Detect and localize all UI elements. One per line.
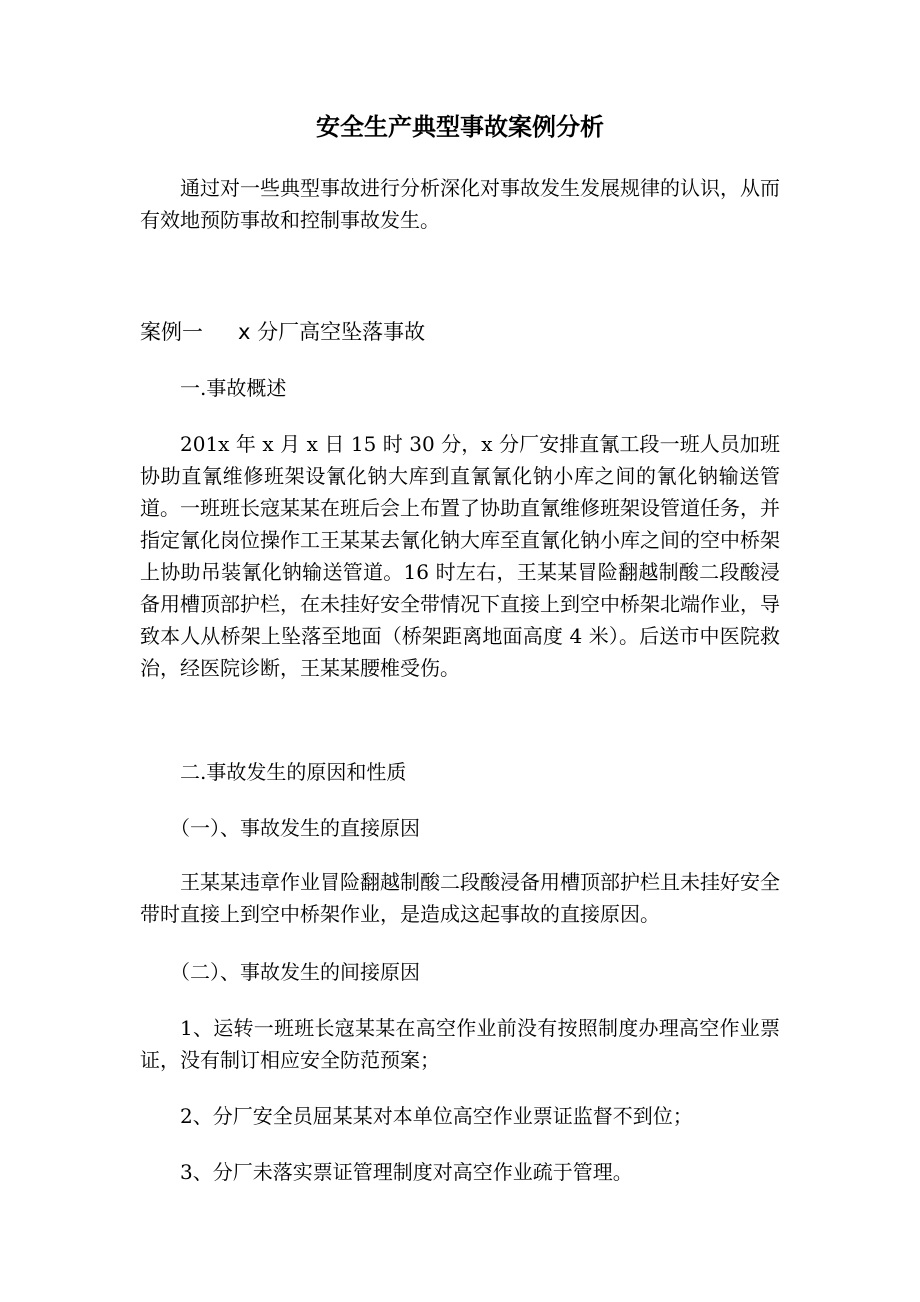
indirect-cause-heading: （二）、事故发生的间接原因	[170, 960, 420, 984]
intro-paragraph: 通过对一些典型事故进行分析深化对事故发生发展规律的认识，从而有效地预防事故和控制事故发生。	[140, 176, 780, 232]
case-heading	[140, 316, 780, 348]
indirect-cause-item-3: 3、分厂未落实票证管理制度对高空作业疏于管理。	[180, 1160, 633, 1184]
section2-heading: 二.事故发生的原因和性质	[180, 760, 407, 784]
case-title: x 分厂高空坠落事故	[238, 320, 426, 344]
indirect-cause-item-2: 2、分厂安全员屈某某对本单位高空作业票证监督不到位；	[180, 1104, 693, 1128]
section1-body: 201x 年 x 月 x 日 15 时 30 分，x 分厂安排直氰工段一班人员加班协助直氰维修班架设氰化钠大库到直氰氰化钠小库之间的氰化钠输送管道。一班班长寇某某在班后会上布置了协助直氰维修班架设管道任务，并指定氰化岗位操作工王某某去氰化钠大库至直氰化钠小库之间的空中桥架上协助吊装氰化钠输送管道。16 时左右，王某某冒险翻越制酸二段酸浸备用槽顶部护栏，在未挂好安全带情况下直接上到空中桥架北端作业，导致本人从桥架上坠落至地面（桥架距离地面高度 4 米）。后送市中医院救治，经医院诊断，王某某腰椎受伤。	[140, 432, 780, 680]
document-title: 安全生产典型事故案例分析	[316, 113, 604, 141]
direct-cause-body: 王某某违章作业冒险翻越制酸二段酸浸备用槽顶部护栏且未挂好安全带时直接上到空中桥架作业，是造成这起事故的直接原因。	[140, 870, 780, 926]
section1-heading: 一.事故概述	[180, 376, 287, 400]
indirect-cause-item-1: 1、运转一班班长寇某某在高空作业前没有按照制度办理高空作业票证，没有制订相应安全防范预案；	[140, 1016, 780, 1072]
direct-cause-heading: （一）、事故发生的直接原因	[170, 816, 420, 840]
case-label: 案例一	[140, 320, 203, 344]
